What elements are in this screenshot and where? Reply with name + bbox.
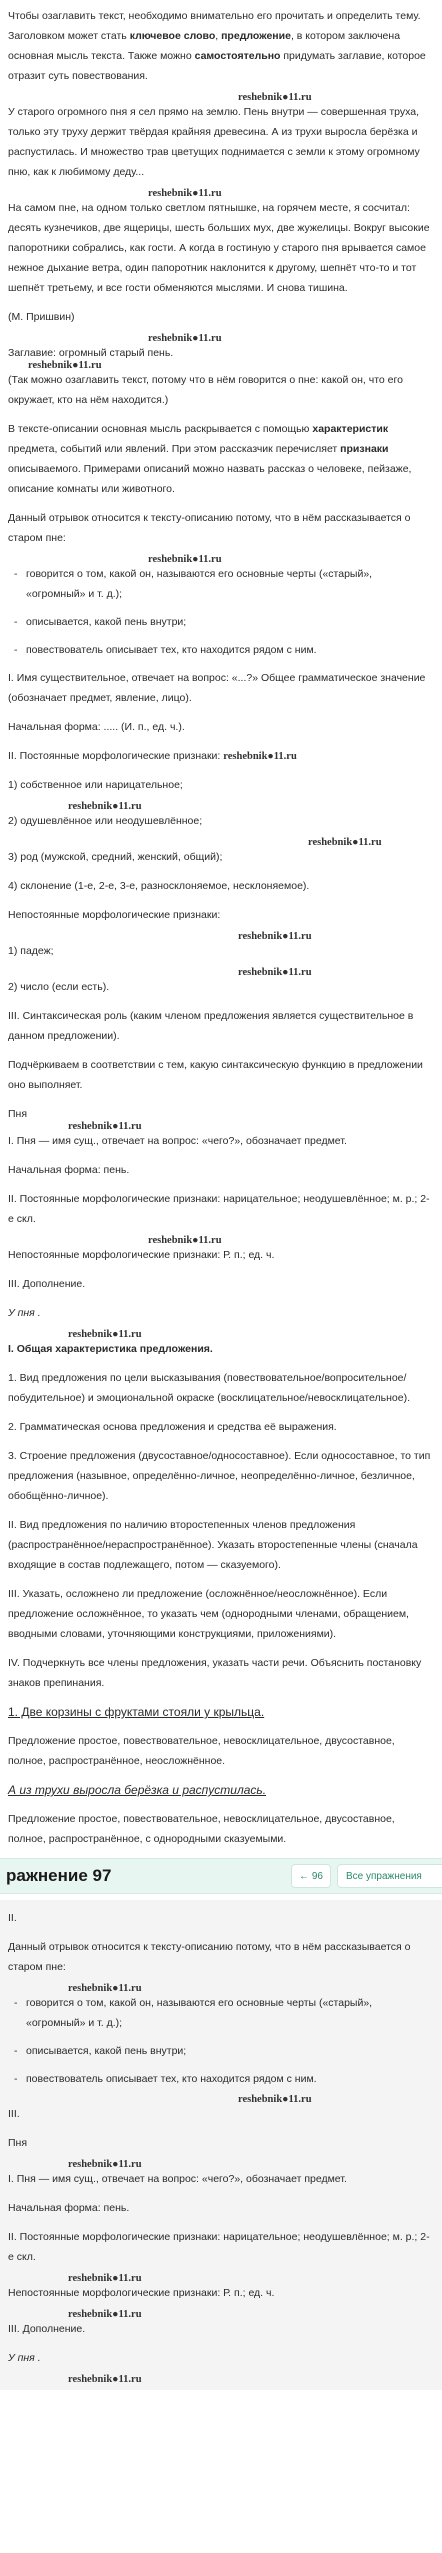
- watermark: reshebnik●11.ru: [148, 1235, 222, 1246]
- general-item: 3. Строение предложения (двусоставное/односоставное). Если односоставное, то тип предложения (назывное, определённо-личное, неопределённо-личное, безличное, обобщённо-личное).: [8, 1450, 431, 1502]
- initial-form: Начальная форма: ..... (И. п., ед. ч.).: [8, 721, 185, 733]
- analysis-line: Начальная форма: пень.: [8, 1164, 130, 1176]
- underline-note: Подчёркиваем в соответствии с тем, какую синтаксическую функцию в предложении оно выполняет.: [8, 1059, 423, 1091]
- roman-numeral: II.: [8, 1912, 17, 1924]
- text-paragraph-2: На самом пне, на одном только светлом пятнышке, на горячем месте, я сосчитал: десять кузнечиков, две ящерицы, шесть больших мух, две жужелицы. Вокруг высокие папоротники собрались, как гости. А когда в гостиную у старого пня врывается самое нежное дыхание ветра, один папоротник наклонится к другому, шепнёт что-то и тот шепнёт третьему, и все гости обменяются мыслями. И снова тишина.: [8, 202, 430, 294]
- bold-self: самостоятельно: [194, 50, 281, 62]
- prev-exercise-button[interactable]: ← 96: [291, 1864, 331, 1888]
- watermark: reshebnik●11.ru: [238, 931, 312, 942]
- all-exercises-button[interactable]: Все упражнения: [337, 1864, 442, 1888]
- watermark: reshebnik●11.ru: [28, 360, 102, 371]
- text-paragraph-1: У старого огромного пня я сел прямо на землю. Пень внутри — совершенная труха, только эту труху держит твёрдая крайняя древесина. А из трухи выросла берёзка и распустилась. И множество трав цветущих поднимается с земли к этому огромному пню, как к любимому деду...: [8, 106, 420, 178]
- list-item: - повествователь описывает тех, кто находится рядом с ним.: [26, 640, 434, 660]
- list-item: - говорится о том, какой он, называются его основные черты («старый», «огромный» и т. д.);: [26, 564, 434, 604]
- exercise-title: ражнение 97: [6, 1866, 112, 1885]
- nonconstant-title: Непостоянные морфологические признаки:: [8, 909, 221, 921]
- sentence-1: 1. Две корзины с фруктами стояли у крыльца.: [8, 1705, 265, 1719]
- title-reason: (Так можно озаглавить текст, потому что в нём говорится о пне: какой он, что его окружает, кто на нём находится.): [8, 374, 403, 406]
- analysis-line: Начальная форма: пень.: [8, 2202, 130, 2214]
- nonconstant-item: 1) падеж;: [8, 945, 54, 957]
- list-item: - описывается, какой пень внутри;: [26, 2041, 434, 2061]
- author: (М. Пришвин): [8, 311, 75, 323]
- general-item: 2. Грамматическая основа предложения и средства её выражения.: [8, 1421, 337, 1433]
- list-item: - говорится о том, какой он, называются его основные черты («старый», «огромный» и т. д.);: [26, 1993, 434, 2033]
- watermark: reshebnik●11.ru: [148, 554, 222, 565]
- constant-title: II. Постоянные морфологические признаки: reshebnik●11.ru: [8, 750, 297, 762]
- watermark: reshebnik●11.ru: [68, 1121, 142, 1132]
- analysis-line: III. Дополнение.: [8, 1278, 86, 1290]
- analysis-line: III. Дополнение.: [8, 2323, 86, 2335]
- watermark: reshebnik●11.ru: [238, 92, 312, 103]
- bold-keyword: ключевое слово: [129, 30, 216, 42]
- analysis-line: II. Постоянные морфологические признаки: нарицательное; неодушевлённое; м. р.; 2-е скл.: [8, 2231, 430, 2263]
- general-item: 1. Вид предложения по цели высказывания (повествовательное/вопросительное/побудительное) и эмоциональной окраске (восклицательное/невосклицательное).: [8, 1372, 411, 1404]
- syntax-role: III. Синтаксическая роль (каким членом предложения является существительное в данном предложении).: [8, 1010, 414, 1042]
- word: Пня: [8, 2137, 28, 2149]
- general-item: III. Указать, осложнено ли предложение (осложнённое/неосложнённое). Если предложение осложнённое, то указать чем (однородными членами, обращением, вводными словами, уточняющими конструкциями, приложениями).: [8, 1588, 409, 1640]
- watermark: reshebnik●11.ru: [68, 2159, 142, 2170]
- intro-paragraph: Чтобы озаглавить текст, необходимо внимательно его прочитать и определить тему. Заголовком может стать ключевое слово, предложение, в котором заключена основная мысль текста. Также можно самостоятельно придумать заглавие, которое отразит суть повествования.: [8, 10, 426, 82]
- analysis-line: Непостоянные морфологические признаки: Р. п.; ед. ч.: [8, 2287, 275, 2299]
- constant-item: 3) род (мужской, средний, женский, общий);: [8, 851, 223, 863]
- sentence-2-description: Предложение простое, повествовательное, невосклицательное, двусоставное, полное, распространённое, с однородными сказуемыми.: [8, 1813, 395, 1845]
- watermark: reshebnik●11.ru: [68, 801, 142, 812]
- example-word: У пня .: [8, 1307, 41, 1319]
- description-fragment: Данный отрывок относится к тексту-описанию потому, что в нём рассказывается о старом пне:: [8, 512, 411, 544]
- analysis-line: I. Пня — имя сущ., отвечает на вопрос: «чего?», обозначает предмет.: [8, 2173, 347, 2185]
- list-item: - описывается, какой пень внутри;: [26, 612, 434, 632]
- nonconstant-item: 2) число (если есть).: [8, 981, 110, 993]
- general-item: IV. Подчеркнуть все члены предложения, указать части речи. Объяснить постановку знаков препинания.: [8, 1657, 422, 1689]
- watermark: reshebnik●11.ru: [68, 2309, 142, 2320]
- description-list: [8, 564, 434, 660]
- title-line: Заглавие: огромный старый пень.: [8, 347, 174, 359]
- analysis-line: I. Пня — имя сущ., отвечает на вопрос: «чего?», обозначает предмет.: [8, 1135, 347, 1147]
- bold-sentence: предложение: [221, 30, 291, 42]
- analysis-line: II. Постоянные морфологические признаки: нарицательное; неодушевлённое; м. р.; 2-е скл.: [8, 1193, 430, 1225]
- answer-section: [0, 1900, 442, 2390]
- sentence-1-description: Предложение простое, повествовательное, невосклицательное, двусоставное, полное, распространённое, неосложнённое.: [8, 1735, 395, 1767]
- roman-numeral: III.: [8, 2108, 20, 2120]
- watermark: reshebnik●11.ru: [68, 1983, 142, 1994]
- sentence-2: А из трухи выросла берёзка и распустилась.: [8, 1783, 267, 1797]
- watermark: reshebnik●11.ru: [148, 188, 222, 199]
- watermark: reshebnik●11.ru: [223, 751, 297, 762]
- example-word: У пня .: [8, 2352, 41, 2364]
- watermark: reshebnik●11.ru: [68, 1329, 142, 1340]
- general-title: I. Общая характеристика предложения.: [8, 1343, 213, 1355]
- description-fragment: Данный отрывок относится к тексту-описанию потому, что в нём рассказывается о старом пне:: [8, 1941, 411, 1973]
- description-list: [8, 1993, 434, 2089]
- watermark: reshebnik●11.ru: [238, 2094, 312, 2105]
- watermark: reshebnik●11.ru: [148, 333, 222, 344]
- word: Пня: [8, 1108, 28, 1120]
- watermark: reshebnik●11.ru: [68, 2273, 142, 2284]
- constant-item: 2) одушевлённое или неодушевлённое;: [8, 815, 203, 827]
- analysis-line: Непостоянные морфологические признаки: Р. п.; ед. ч.: [8, 1249, 275, 1261]
- watermark: reshebnik●11.ru: [308, 837, 382, 848]
- watermark: reshebnik●11.ru: [68, 2374, 142, 2385]
- noun-definition: I. Имя существительное, отвечает на вопрос: «...?» Общее грамматическое значение (обозначает предмет, явление, лицо).: [8, 672, 426, 704]
- constant-item: 4) склонение (1-е, 2-е, 3-е, разносклоняемое, несклоняемое).: [8, 880, 310, 892]
- constant-item: 1) собственное или нарицательное;: [8, 779, 183, 791]
- watermark: reshebnik●11.ru: [238, 967, 312, 978]
- description-paragraph: В тексте-описании основная мысль раскрывается с помощью характеристик предмета, событий или явлений. При этом рассказчик перечисляет признаки описываемого. Примерами описаний можно назвать рассказ о человеке, пейзаже, описание комнаты или животного.: [8, 423, 412, 495]
- general-item: II. Вид предложения по наличию второстепенных членов предложения (распространённое/нераспространённое). Указать второстепенные члены (сначала входящие в состав подлежащего, потом — сказуемого).: [8, 1519, 418, 1571]
- exercise-nav-bar: [0, 1858, 442, 1894]
- list-item: - повествователь описывает тех, кто находится рядом с ним.: [26, 2069, 434, 2089]
